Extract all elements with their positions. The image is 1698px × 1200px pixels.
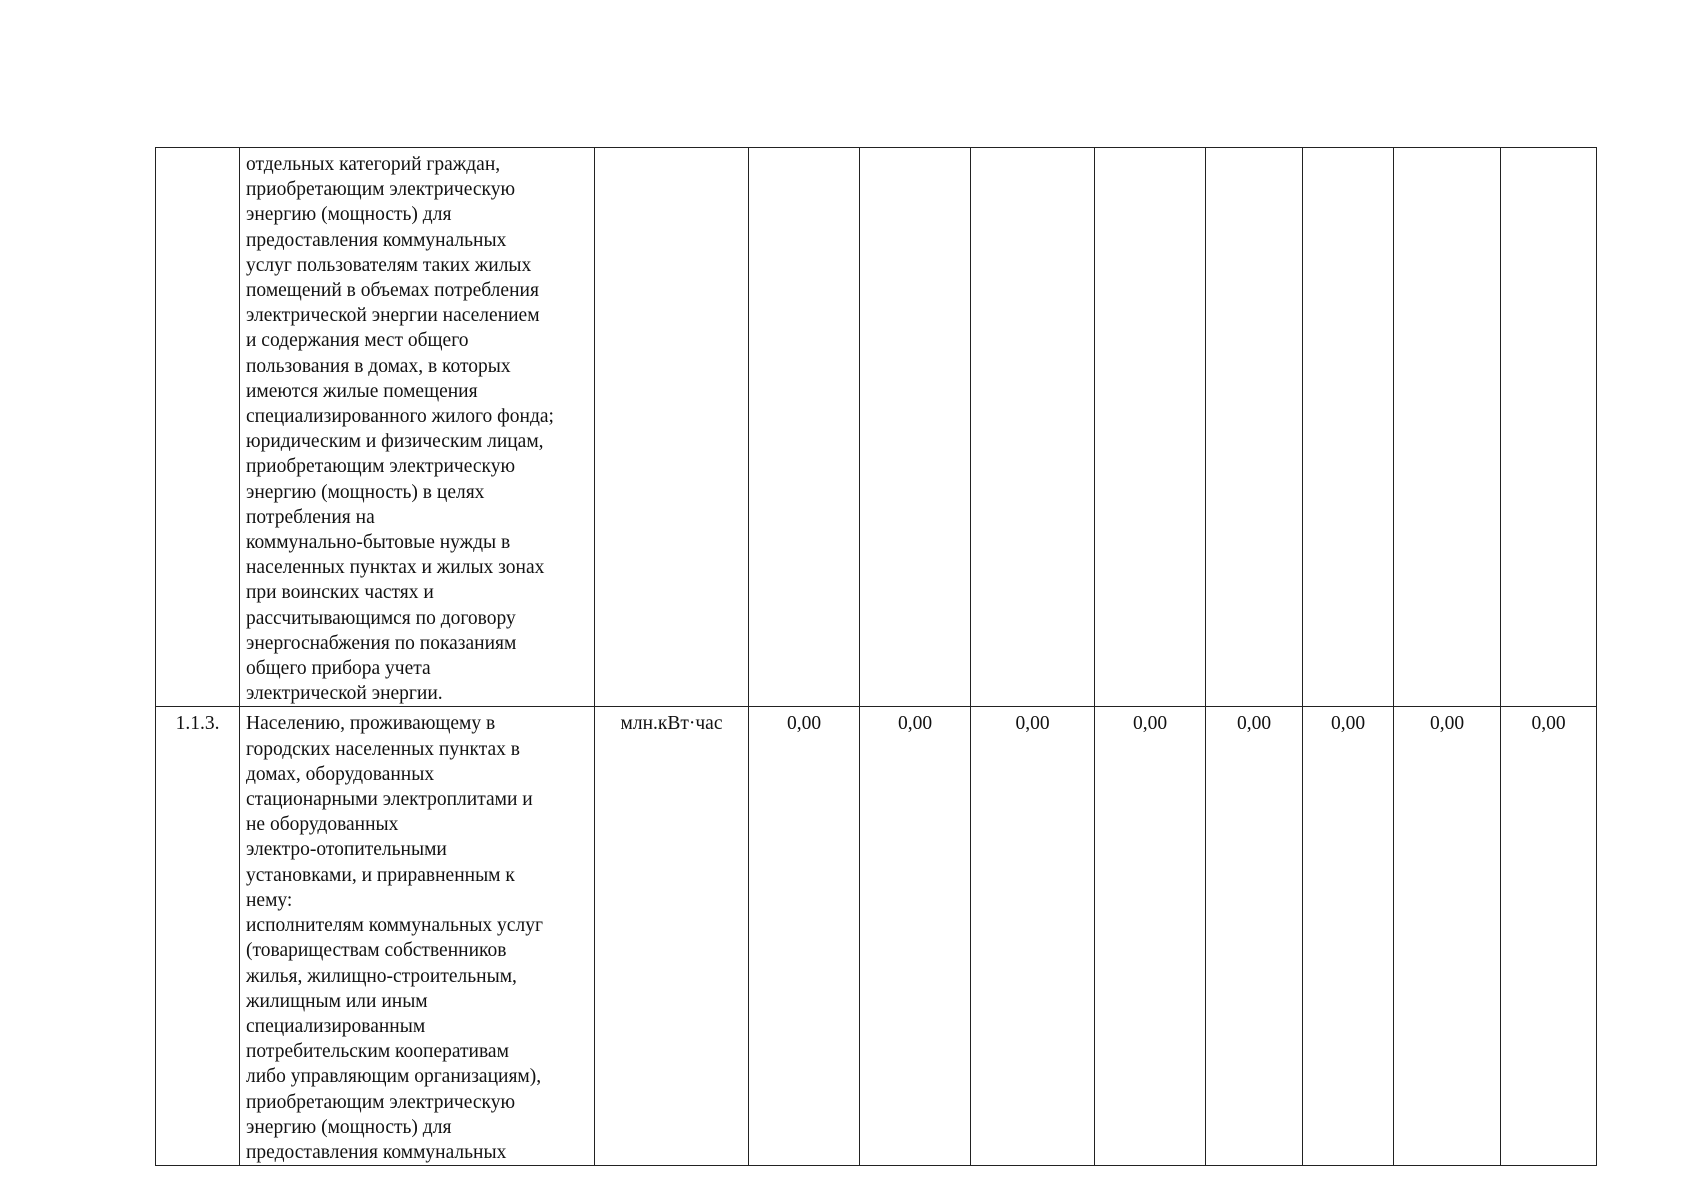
description-line: специализированным xyxy=(246,1015,426,1037)
description-line: электро-отопительными xyxy=(246,839,447,861)
value-cell: 0,00 xyxy=(1501,707,1597,1166)
tariff-table xyxy=(155,147,1597,1166)
value-cell xyxy=(1303,148,1394,707)
description-line: имеются жилые помещения xyxy=(246,380,478,402)
value-cell xyxy=(749,148,860,707)
row-description xyxy=(240,148,595,707)
value-cell: 0,00 xyxy=(1394,707,1501,1166)
value-cell: 0,00 xyxy=(1095,707,1206,1166)
row-description xyxy=(240,707,595,1166)
description-line: при воинских частях и xyxy=(246,582,434,604)
description-line: приобретающим электрическую xyxy=(246,1091,516,1113)
description-line: рассчитывающимся по договору xyxy=(246,607,516,629)
description-line: электрической энергии населением xyxy=(246,305,540,327)
description-line: юридическим и физическим лицам, xyxy=(246,431,544,453)
description-line: не оборудованных xyxy=(246,814,399,836)
value-cell: 0,00 xyxy=(971,707,1095,1166)
description-line: нему: xyxy=(246,889,293,911)
row-number: 1.1.3. xyxy=(156,707,240,1166)
row-unit: млн.кВт·час xyxy=(595,707,749,1166)
description-line: домах, оборудованных xyxy=(246,763,435,785)
description-line: городских населенных пунктах в xyxy=(246,738,521,760)
value-cell xyxy=(1095,148,1206,707)
description-line: предоставления коммунальных xyxy=(246,1141,507,1163)
table-row xyxy=(156,148,1597,707)
description-line: и содержания мест общего xyxy=(246,330,469,352)
description-line: жилья, жилищно-строительным, xyxy=(246,965,517,987)
value-cell: 0,00 xyxy=(860,707,971,1166)
description-line: энергию (мощность) для xyxy=(246,1116,452,1138)
description-line: электрической энергии. xyxy=(246,683,443,705)
value-cell xyxy=(1206,148,1303,707)
description-line: помещений в объемах потребления xyxy=(246,280,539,302)
description-line: жилищным или иным xyxy=(246,990,428,1012)
description-line: общего прибора учета xyxy=(246,658,431,680)
value-cell xyxy=(971,148,1095,707)
table-row xyxy=(156,707,1597,1166)
row-unit xyxy=(595,148,749,707)
description-line: отдельных категорий граждан, xyxy=(246,154,501,175)
description-line: энергию (мощность) для xyxy=(246,204,452,226)
description-line: исполнителям коммунальных услуг xyxy=(246,915,543,937)
description-line: стационарными электроплитами и xyxy=(246,789,533,811)
value-cell xyxy=(1501,148,1597,707)
description-line: энергоснабжения по показаниям xyxy=(246,632,517,654)
description-line: либо управляющим организациям), xyxy=(246,1066,542,1088)
description-line: энергию (мощность) в целях xyxy=(246,481,485,503)
row-number xyxy=(156,148,240,707)
value-cell: 0,00 xyxy=(1206,707,1303,1166)
description-line: пользования в домах, в которых xyxy=(246,355,511,377)
description-line: установками, и приравненным к xyxy=(246,864,515,886)
description-line: специализированного жилого фонда; xyxy=(246,406,554,428)
value-cell xyxy=(1394,148,1501,707)
description-line: потребительским кооперативам xyxy=(246,1041,509,1063)
description-line: приобретающим электрическую xyxy=(246,179,516,201)
description-line: потребления на xyxy=(246,506,375,528)
description-line: предоставления коммунальных xyxy=(246,229,507,251)
value-cell: 0,00 xyxy=(1303,707,1394,1166)
description-line: коммунально-бытовые нужды в xyxy=(246,532,511,554)
description-line: (товариществам собственников xyxy=(246,940,507,962)
description-line: Населению, проживающему в xyxy=(246,713,496,735)
value-cell: 0,00 xyxy=(749,707,860,1166)
description-line: населенных пунктах и жилых зонах xyxy=(246,557,545,579)
value-cell xyxy=(860,148,971,707)
description-line: услуг пользователям таких жилых xyxy=(246,254,532,276)
description-line: приобретающим электрическую xyxy=(246,456,516,478)
